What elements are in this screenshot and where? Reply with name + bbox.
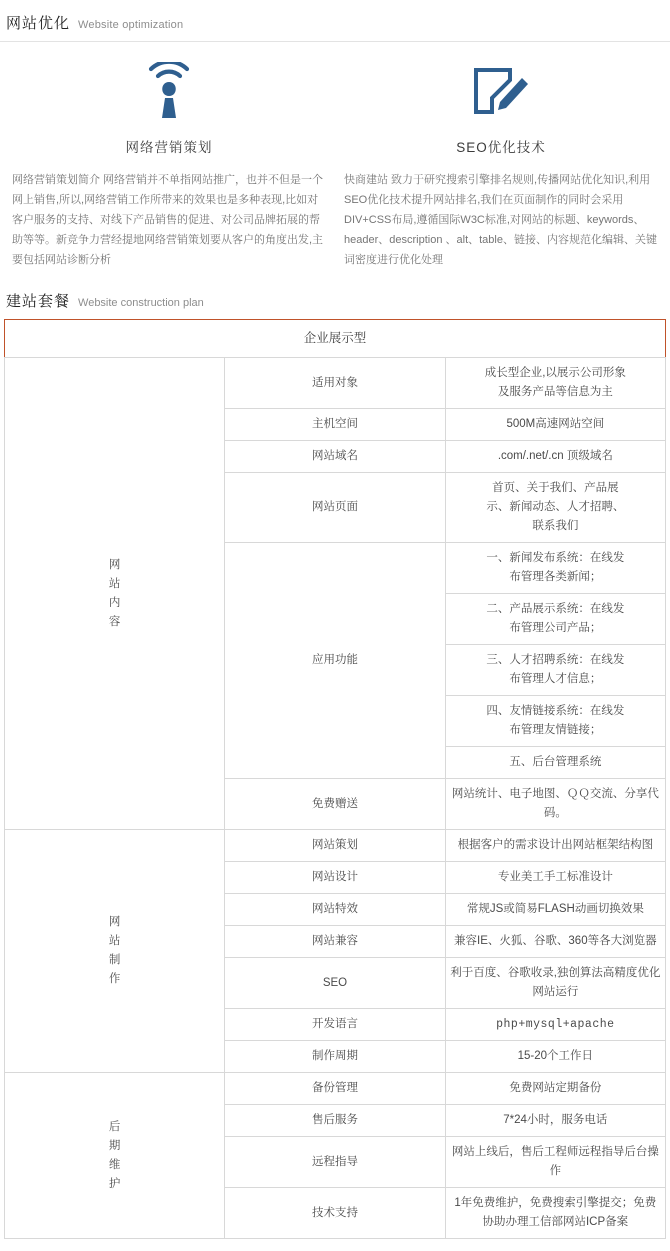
pencil-edit-icon <box>470 60 532 126</box>
plan-table-row-value: 二、产品展示系统：在线发 布管理公司产品； <box>445 594 665 645</box>
wifi-signal-icon <box>138 60 200 126</box>
plan-table-row-value: 利于百度、谷歌收录,独创算法高精度优化网站运行 <box>445 958 665 1009</box>
plan-table-row-label: 网站策划 <box>225 830 445 862</box>
section-heading-seo <box>0 0 670 42</box>
plan-table-row-value: 五、后台管理系统 <box>445 747 665 779</box>
plan-table-row-value: 15-20个工作日 <box>445 1041 665 1073</box>
feature-item-marketing <box>8 60 330 270</box>
feature-title-marketing: 网络营销策划 <box>125 140 213 155</box>
plan-table-row-value: 免费网站定期备份 <box>445 1073 665 1105</box>
plan-table-row-label: SEO <box>225 958 445 1009</box>
plan-table-row-label: 远程指导 <box>225 1137 445 1188</box>
plan-table-row-value: 500M高速网站空间 <box>445 409 665 441</box>
plan-table-row-label: 网站页面 <box>225 473 445 543</box>
plan-table-row-label: 应用功能 <box>225 543 445 779</box>
plan-table-group-label-1: 网站制作 <box>5 830 225 1073</box>
feature-list <box>0 42 670 280</box>
plan-table-row-label: 开发语言 <box>225 1009 445 1041</box>
plan-table-row-value: 一、新闻发布系统：在线发 布管理各类新闻； <box>445 543 665 594</box>
plan-table-row-value: 成长型企业,以展示公司形象 及服务产品等信息为主 <box>445 358 665 409</box>
plan-table-row-value: 三、人才招聘系统：在线发 布管理人才信息； <box>445 645 665 696</box>
plan-table-row-value: 专业美工手工标准设计 <box>445 862 665 894</box>
plan-table <box>4 319 666 1239</box>
plan-table-header-cell: 企业展示型 <box>5 320 666 358</box>
plan-table-row-value: 网站统计、电子地图、ＱＱ交流、分享代码。 <box>445 779 665 830</box>
section-heading-plan-cn: 建站套餐 <box>6 293 71 310</box>
plan-table-row-label: 网站特效 <box>225 894 445 926</box>
plan-table-row-label: 网站兼容 <box>225 926 445 958</box>
plan-table-row-value: php+mysql+apache <box>445 1009 665 1041</box>
plan-table-group-label-2: 后期维护 <box>5 1073 225 1239</box>
plan-table-row-value: 首页、关于我们、产品展 示、新闻动态、人才招聘、 联系我们 <box>445 473 665 543</box>
plan-table-row <box>5 358 666 409</box>
section-heading-plan <box>0 280 670 319</box>
plan-table-row-value: .com/.net/.cn 顶级域名 <box>445 441 665 473</box>
feature-title-seo: SEO优化技术 <box>456 140 546 155</box>
feature-item-seo <box>340 60 662 270</box>
section-heading-seo-cn: 网站优化 <box>6 15 71 32</box>
plan-table-row-value: 兼容IE、火狐、谷歌、360等各大浏览器 <box>445 926 665 958</box>
plan-table-row-label: 免费赠送 <box>225 779 445 830</box>
plan-table-row-label: 网站设计 <box>225 862 445 894</box>
plan-table-row-label: 售后服务 <box>225 1105 445 1137</box>
plan-table-group-label-0: 网站内容 <box>5 358 225 830</box>
plan-table-row-value: 7*24小时，服务电话 <box>445 1105 665 1137</box>
plan-table-row-label: 适用对象 <box>225 358 445 409</box>
plan-table-header-row <box>5 320 666 358</box>
plan-table-row <box>5 1073 666 1105</box>
plan-table-row-label: 技术支持 <box>225 1188 445 1239</box>
feature-desc-marketing: 网络营销策划简介 网络营销并不单指网站推广，也并不但是一个网上销售,所以,网络营销工作所带来的效果也是多种表现,比如对客户服务的支持、对线下产品销售的促进、对公司品牌拓展的帮助等等。新竞争力营经提地网络营销策划要从客户的角度出发,主要包括网站诊断分析 <box>12 174 324 266</box>
plan-table-row-value: 常规JS或简易FLASH动画切换效果 <box>445 894 665 926</box>
section-heading-plan-en: Website construction plan <box>78 297 204 309</box>
feature-desc-seo: 快商建站 致力于研究搜索引擎排名规则,传播网站优化知识,利用SEO优化技术提升网站排名,我们在页面制作的同时会采用DIV+CSS布局,遵循国际W3C标准,对网站的标题、keywords、header、description 、alt、table、链接、内容规范化编辑、关键词密度进行优化处理 <box>344 174 657 266</box>
plan-table-row-value: 1年免费维护，免费搜索引擎提交；免费协助办理工信部网站ICP备案 <box>445 1188 665 1239</box>
plan-table-row-label: 主机空间 <box>225 409 445 441</box>
plan-table-row-label: 备份管理 <box>225 1073 445 1105</box>
plan-table-row-value: 网站上线后，售后工程师远程指导后台操作 <box>445 1137 665 1188</box>
section-heading-seo-en: Website optimization <box>78 19 184 31</box>
plan-table-row-value: 根据客户的需求设计出网站框架结构图 <box>445 830 665 862</box>
plan-table-row-label: 网站域名 <box>225 441 445 473</box>
plan-table-row-value: 四、友情链接系统：在线发 布管理友情链接； <box>445 696 665 747</box>
plan-table-row-label: 制作周期 <box>225 1041 445 1073</box>
plan-table-row <box>5 830 666 862</box>
